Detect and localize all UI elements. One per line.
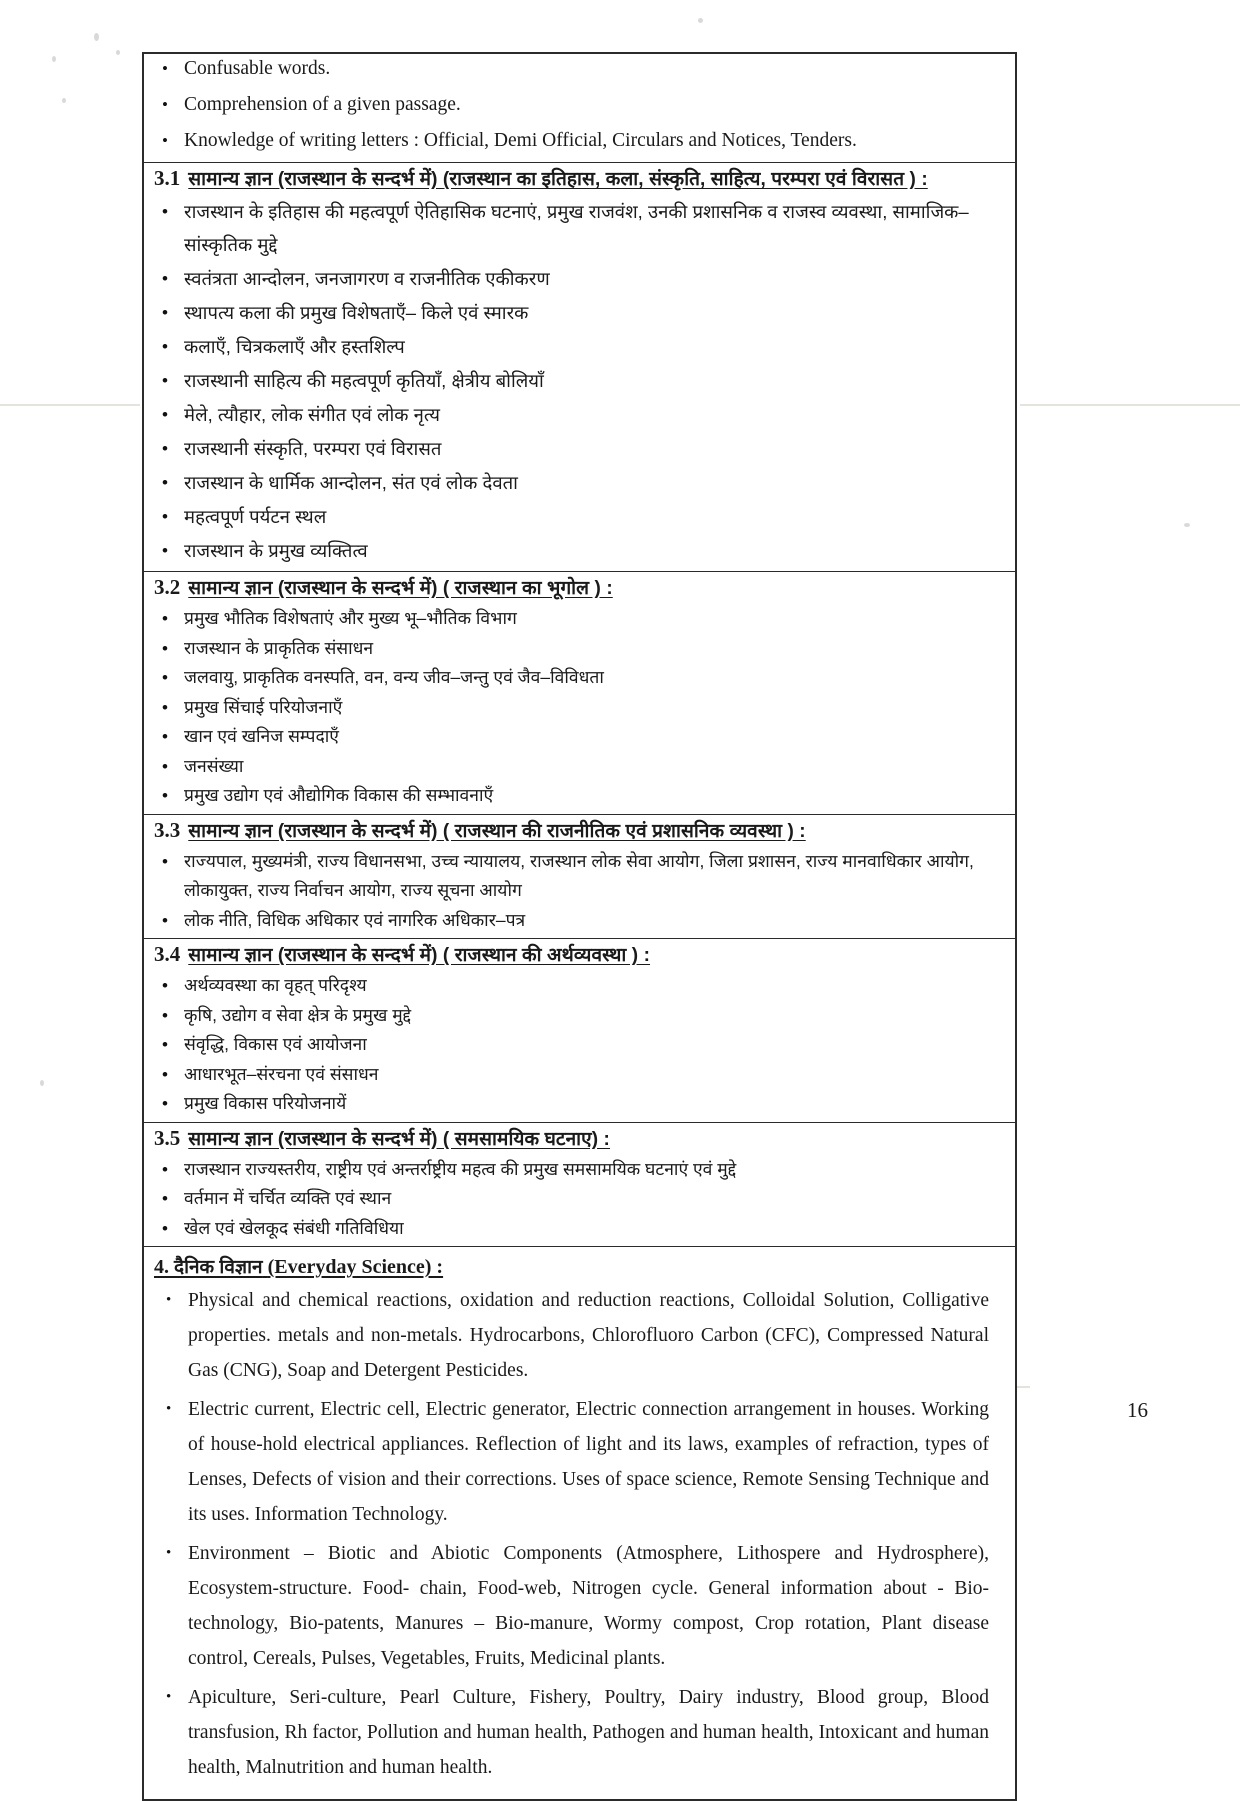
section-heading	[144, 815, 1015, 845]
section-3-1-list	[144, 195, 1005, 568]
list-item: • राजस्थान के प्रमुख व्यक्तित्व	[144, 534, 1005, 568]
section-title: सामान्य ज्ञान (राजस्थान के सन्दर्भ में) ( समसामयिक घटनाए) :	[188, 1128, 610, 1150]
section-3-5-list	[144, 1155, 1005, 1244]
list-item: • राजस्थान राज्यस्तरीय, राष्ट्रीय एवं अन्तर्राष्ट्रीय महत्व की प्रमुख समसामयिक घटनाएं एवं मुद्दे	[144, 1155, 1005, 1185]
list-item: • Comprehension of a given passage.	[144, 90, 1015, 126]
section-heading	[144, 1123, 1015, 1153]
list-item: • प्रमुख विकास परियोजनायें	[144, 1089, 1005, 1119]
section-4-block	[144, 1247, 1015, 1799]
section-heading	[144, 939, 1015, 969]
list-item: • Confusable words.	[144, 54, 1015, 90]
syllabus-page-frame	[142, 52, 1017, 1801]
list-item: • Apiculture, Seri-culture, Pearl Culture, Fishery, Poultry, Dairy industry, Blood group, Blood transfusion, Rh factor, Pollution and human health, Pathogen and human health, Intoxicant and human health, Malnutrition and human health.	[144, 1680, 989, 1789]
section-4-heading	[144, 1247, 1015, 1283]
section-3-4-list	[144, 971, 1005, 1119]
english-intro-list	[144, 54, 1015, 162]
section-title: सामान्य ज्ञान (राजस्थान के सन्दर्भ में) ( राजस्थान की राजनीतिक एवं प्रशासनिक व्यवस्था ) :	[188, 820, 806, 842]
list-item: • आधारभूत–संरचना एवं संसाधन	[144, 1060, 1005, 1090]
section-3-3-block	[144, 815, 1015, 940]
section-3-2-block	[144, 572, 1015, 815]
scan-artifact-line	[0, 404, 140, 406]
page-number: 16	[1127, 1398, 1148, 1422]
scan-artifact-speck	[1184, 523, 1190, 527]
list-item: • राजस्थान के इतिहास की महत्वपूर्ण ऐतिहासिक घटनाएं, प्रमुख राजवंश, उनकी प्रशासनिक व राजस्व व्यवस्था, सामाजिक–सांस्कृतिक मुद्दे	[144, 195, 1005, 262]
list-item: • जनसंख्या	[144, 752, 1005, 782]
list-item: • राजस्थान के प्राकृतिक संसाधन	[144, 634, 1005, 664]
section-number: 3.1	[154, 166, 181, 190]
list-item: • महत्वपूर्ण पर्यटन स्थल	[144, 500, 1005, 534]
list-item: • राजस्थानी संस्कृति, परम्परा एवं विरासत	[144, 432, 1005, 466]
section-number: 3.3	[154, 817, 181, 842]
section-number: 4.	[154, 1256, 169, 1278]
section-3-4-block	[144, 939, 1015, 1123]
list-item: • Environment – Biotic and Abiotic Components (Atmosphere, Lithospere and Hydrosphere), Ecosystem-structure. Food- chain, Food-web, Nitrogen cycle. General information about - Bio-technology, Bio-patents, Manures – Bio-manure, Wormy compost, Crop rotation, Plant disease control, Cereals, Pulses, Vegetables, Fruits, Medicinal plants.	[144, 1536, 989, 1680]
scan-artifact-speck	[698, 18, 703, 23]
scan-artifact-speck	[94, 33, 99, 41]
section-title: सामान्य ज्ञान (राजस्थान के सन्दर्भ में) ( राजस्थान का भूगोल ) :	[188, 578, 613, 599]
section-heading	[144, 163, 1015, 193]
english-intro-block	[144, 54, 1015, 163]
scan-artifact-speck	[116, 50, 120, 55]
list-item: • स्वतंत्रता आन्दोलन, जनजागरण व राजनीतिक एकीकरण	[144, 262, 1005, 296]
list-item: • Knowledge of writing letters : Official, Demi Official, Circulars and Notices, Tenders.	[144, 126, 1015, 162]
list-item: • जलवायु, प्राकृतिक वनस्पति, वन, वन्य जीव–जन्तु एवं जैव–विविधता	[144, 663, 1005, 693]
list-item: • स्थापत्य कला की प्रमुख विशेषताएँ– किले एवं स्मारक	[144, 296, 1005, 330]
list-item: • संवृद्धि, विकास एवं आयोजना	[144, 1030, 1005, 1060]
list-item: • Electric current, Electric cell, Electric generator, Electric connection arrangement in houses. Working of house-hold electrical appliances. Reflection of light and its laws, examples of refraction, types of Lenses, Defects of vision and their corrections. Uses of space science, Remote Sensing Technique and its uses. Information Technology.	[144, 1392, 989, 1536]
section-3-3-list	[144, 847, 1005, 936]
list-item: • कलाएँ, चित्रकलाएँ और हस्तशिल्प	[144, 330, 1005, 364]
list-item: • प्रमुख उद्योग एवं औद्योगिक विकास की सम्भावनाएँ	[144, 781, 1005, 811]
section-number: 3.5	[154, 1125, 181, 1150]
list-item: • राजस्थान के धार्मिक आन्दोलन, संत एवं लोक देवता	[144, 466, 1005, 500]
scan-artifact-speck	[52, 56, 56, 62]
list-item: • वर्तमान में चर्चित व्यक्ति एवं स्थान	[144, 1184, 1005, 1214]
section-3-2-list	[144, 604, 1005, 811]
section-3-1-block	[144, 163, 1015, 572]
section-4-list	[144, 1283, 1015, 1799]
list-item: • राजस्थानी साहित्य की महत्वपूर्ण कृतियाँ, क्षेत्रीय बोलियाँ	[144, 364, 1005, 398]
list-item: • राज्यपाल, मुख्यमंत्री, राज्य विधानसभा, उच्च न्यायालय, राजस्थान लोक सेवा आयोग, जिला प्रशासन, राज्य मानवाधिकार आयोग, लोकायुक्त, राज्य निर्वाचन आयोग, राज्य सूचना आयोग	[144, 847, 1005, 906]
list-item: • कृषि, उद्योग व सेवा क्षेत्र के प्रमुख मुद्दे	[144, 1001, 1005, 1031]
section-title-english: (Everyday Science) :	[267, 1256, 444, 1278]
list-item: • खेल एवं खेलकूद संबंधी गतिविधिया	[144, 1214, 1005, 1244]
section-heading	[144, 572, 1015, 602]
section-title: सामान्य ज्ञान (राजस्थान के सन्दर्भ में) (राजस्थान का इतिहास, कला, संस्कृति, साहित्य, परम्परा एवं विरासत ) :	[188, 169, 928, 190]
section-number: 3.2	[154, 575, 181, 599]
section-title: सामान्य ज्ञान (राजस्थान के सन्दर्भ में) ( राजस्थान की अर्थव्यवस्था ) :	[188, 945, 651, 966]
scan-artifact-line	[1020, 404, 1240, 406]
scan-artifact-speck	[40, 1080, 44, 1086]
list-item: • प्रमुख सिंचाई परियोजनाएँ	[144, 693, 1005, 723]
list-item: • Physical and chemical reactions, oxidation and reduction reactions, Colloidal Solution, Colligative properties. metals and non-metals. Hydrocarbons, Chlorofluoro Carbon (CFC), Compressed Natural Gas (CNG), Soap and Detergent Pesticides.	[144, 1283, 989, 1392]
list-item: • प्रमुख भौतिक विशेषताएं और मुख्य भू–भौतिक विभाग	[144, 604, 1005, 634]
section-3-5-block	[144, 1123, 1015, 1248]
scan-artifact-speck	[62, 98, 66, 103]
list-item: • मेले, त्यौहार, लोक संगीत एवं लोक नृत्य	[144, 398, 1005, 432]
section-number: 3.4	[154, 942, 181, 966]
list-item: • खान एवं खनिज सम्पदाएँ	[144, 722, 1005, 752]
list-item: • लोक नीति, विधिक अधिकार एवं नागरिक अधिकार–पत्र	[144, 906, 1005, 936]
list-item: • अर्थव्यवस्था का वृहत् परिदृश्य	[144, 971, 1005, 1001]
section-title-hindi: दैनिक विज्ञान	[174, 1257, 263, 1278]
